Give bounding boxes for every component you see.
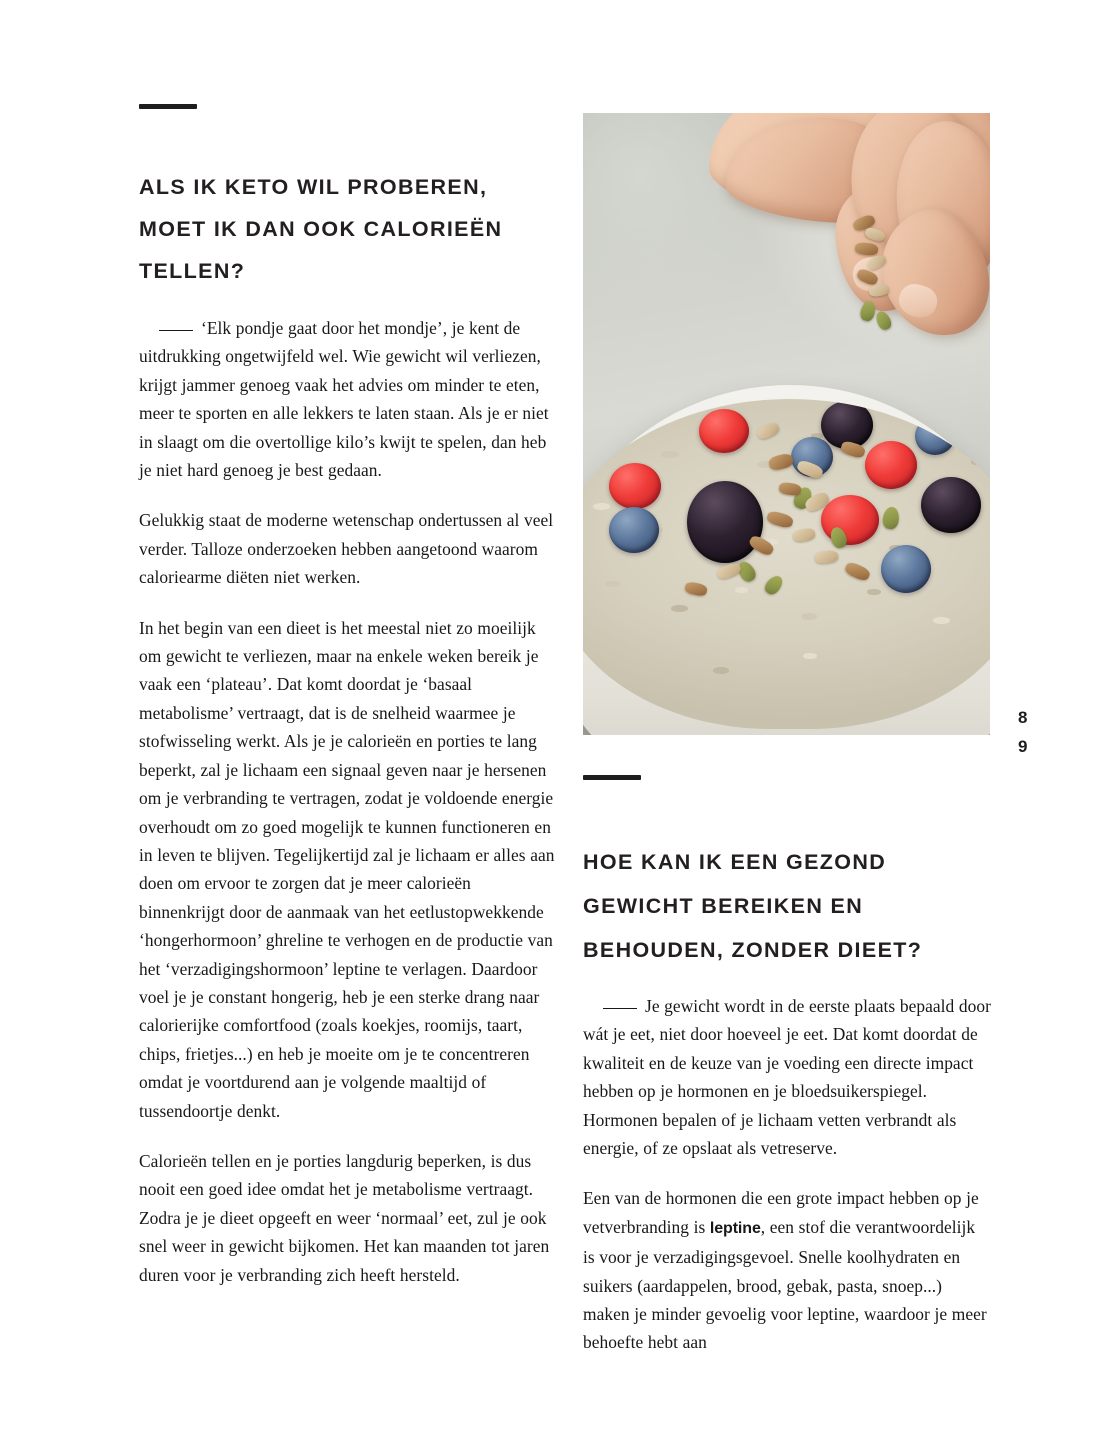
- section-rule: [139, 104, 197, 109]
- granola-piece: [814, 550, 838, 564]
- folio-right: 9: [1018, 737, 1028, 756]
- granola-piece: [768, 452, 795, 471]
- bowl: [583, 385, 990, 735]
- granola-piece: [843, 560, 871, 582]
- pinched-granola: [851, 215, 897, 331]
- blueberry: [609, 507, 659, 553]
- granola-piece: [747, 534, 775, 558]
- highlighted-term: leptine: [709, 1219, 761, 1237]
- pumpkin-seed: [882, 506, 901, 530]
- folio-left: 8: [1018, 708, 1028, 727]
- photo-canvas: [583, 113, 990, 735]
- raspberry: [821, 495, 879, 545]
- paragraph-text-after: , een stof die verantwoordelijk is voor je verzadigingsgevoel. Snelle koolhydraten en suikers (aardappelen, brood, gebak, pasta, snoep...) maken je minder gevoelig voor leptine, waardoor je meer behoefte hebt aan: [583, 1216, 987, 1353]
- page-title: ALS IK KETO WIL PROBEREN, MOET IK DAN OOK CALORIEËN TELLEN?: [139, 175, 503, 283]
- paragraph: [583, 992, 991, 1162]
- section-rule: [583, 775, 641, 780]
- paragraph: Calorieën tellen en je porties langdurig beperken, is dus nooit een goed idee omdat het je metabolisme vertraagt. Zodra je je dieet opgeeft en weer ‘normaal’ eet, zul je ook snel weer in gewicht bijkomen. Het kan maanden tot jaren duren voor je verbranding zich heeft hersteld.: [139, 1150, 550, 1285]
- raspberry: [609, 463, 661, 509]
- left-column: [139, 104, 559, 1289]
- oatmeal: [583, 399, 990, 729]
- granola-piece: [792, 527, 816, 543]
- granola-piece: [684, 581, 708, 597]
- lead-dash-icon: [603, 1008, 637, 1009]
- paragraph: In het begin van een dieet is het meestal niet zo moeilijk om gewicht te verliezen, maar na enkele weken bereik je vaak een ‘plateau’. Dat komt doordat je ‘basaal metabolisme’ vertraagt, dat is de snelheid waarmee je stofwisseling werkt. Als je je calorieën en porties te lang beperkt, zal je lichaam een signaal geven naar je hersenen om je verbranding te vertragen, zodat je voldoende energie overhoudt om zo goed mogelijk te kunnen functioneren en in leven te blijven. Tegelijkertijd zal je lichaam er alles aan doen om ervoor te zorgen dat je meer calorieën binnenkrijgt door de aanmaak van het eetlustopwekkende ‘hongerhormoon’ ghreline te verhogen en de productie van het ‘verzadigingshormoon’ leptine te verlagen. Daardoor voel je je constant hongerig, heb je een sterke drang naar calorierijke comfortfood (zoals koekjes, roomijs, taart, chips, frietjes...) en heb je moeite om je te concentreren omdat je voortdurend aan je volgende maaltijd of tussendoortje denkt.: [139, 617, 555, 1121]
- overnight-oats-photo: [583, 113, 990, 735]
- paragraph-text: ‘Elk pondje gaat door het mondje’, je kent de uitdrukking ongetwijfeld wel. Wie gewicht wil verliezen, krijgt jammer genoeg vaak het advies om minder te eten, meer te sporten en alle lekkers te laten staan. Als je er niet in slaagt om die overtollige kilo’s kwijt te spelen, dan heb je niet hard genoeg je best gedaan.: [139, 318, 549, 481]
- granola-piece: [778, 482, 801, 497]
- blackberry: [687, 481, 763, 563]
- granola-piece: [716, 561, 743, 580]
- granola-piece: [766, 510, 795, 530]
- blackberry: [921, 477, 981, 533]
- paragraph-text: Je gewicht wordt in de eerste plaats bepaald door wát je eet, niet door hoeveel je eet. Dat komt doordat de kwaliteit en de keuze van je voeding een directe impact hebben op je hormonen en je bloedsuikerspiegel. Hormonen bepalen of je lichaam vetten verbrandt als energie, of ze opslaat als vetreserve.: [583, 996, 991, 1159]
- paragraph-with-highlight: [583, 1184, 991, 1356]
- lead-dash-icon: [159, 330, 193, 331]
- paragraph: Gelukkig staat de moderne wetenschap ondertussen al veel verder. Talloze onderzoeken hebben aangetoond waarom caloriearme diëten niet werken.: [139, 510, 554, 588]
- blueberry: [881, 545, 931, 593]
- paragraph-text-before: Een van de hormonen die een grote impact hebben op je vetverbranding is: [583, 1188, 979, 1237]
- right-column: [583, 775, 991, 1357]
- paragraph: [139, 314, 559, 484]
- pumpkin-seed: [762, 573, 786, 597]
- page-numbers: [1018, 703, 1048, 761]
- section-title: HOE KAN IK EEN GEZOND GEWICHT BEREIKEN EN BEHOUDEN, ZONDER DIEET?: [583, 850, 923, 962]
- hand: [701, 113, 990, 427]
- raspberry: [865, 441, 917, 489]
